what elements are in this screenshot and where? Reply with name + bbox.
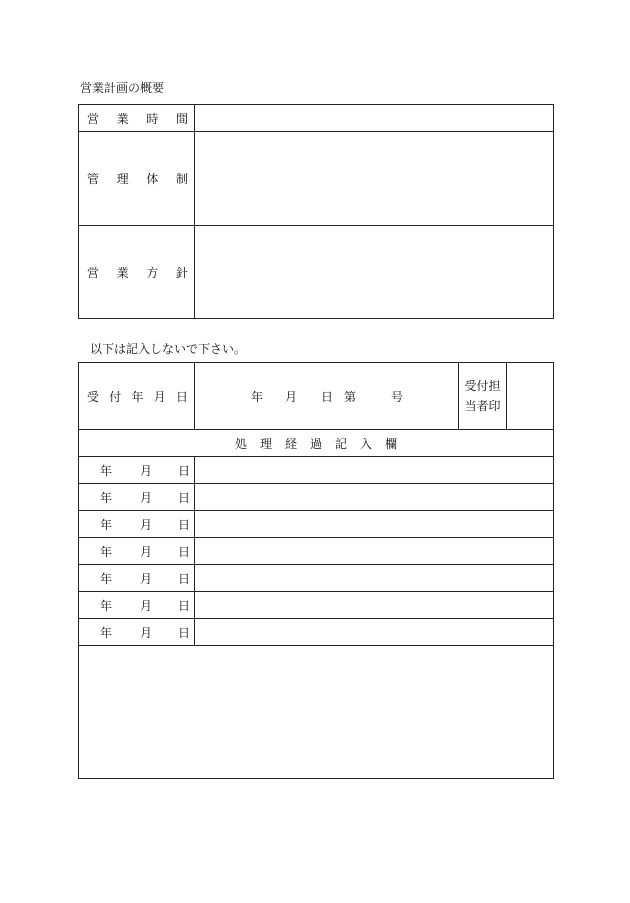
date-label: 年 月 日: [79, 511, 195, 538]
date-label: 年 月 日: [79, 592, 195, 619]
date-row: [79, 511, 554, 538]
date-label: 年 月 日: [79, 565, 195, 592]
date-entry-field[interactable]: [195, 511, 554, 538]
date-label: 年 月 日: [79, 457, 195, 484]
overview-table: [78, 104, 554, 319]
row-label-hours: 営 業 時 間: [79, 105, 195, 132]
date-row: [79, 565, 554, 592]
hours-field[interactable]: [195, 105, 554, 132]
reception-date-number[interactable]: 年 月 日 第 号: [195, 363, 459, 430]
date-row: [79, 457, 554, 484]
date-entry-field[interactable]: [195, 457, 554, 484]
reception-label: 受 付 年 月 日: [79, 363, 195, 430]
date-entry-field[interactable]: [195, 538, 554, 565]
date-entry-field[interactable]: [195, 484, 554, 511]
process-header-row: [79, 430, 554, 457]
date-row: [79, 619, 554, 646]
date-row: [79, 538, 554, 565]
overview-row-hours: [79, 105, 554, 132]
reception-row: [79, 363, 554, 430]
overview-row-management: [79, 132, 554, 226]
process-header: 処 理 経 過 記 入 欄: [79, 430, 554, 457]
overview-row-policy: [79, 226, 554, 319]
stamp-box[interactable]: [507, 363, 554, 430]
date-label: 年 月 日: [79, 484, 195, 511]
stamp-label: 受付担 当者印: [459, 363, 507, 430]
date-row: [79, 592, 554, 619]
date-entry-field[interactable]: [195, 619, 554, 646]
row-label-management: 管 理 体 制: [79, 132, 195, 226]
remarks-row: [79, 646, 554, 779]
date-label: 年 月 日: [79, 538, 195, 565]
office-use-note: 以下は記入しないで下さい。: [90, 342, 247, 356]
management-field[interactable]: [195, 132, 554, 226]
office-table: [78, 362, 554, 779]
date-label: 年 月 日: [79, 619, 195, 646]
date-entry-field[interactable]: [195, 592, 554, 619]
row-label-policy: 営 業 方 針: [79, 226, 195, 319]
remarks-field[interactable]: [79, 646, 554, 779]
policy-field[interactable]: [195, 226, 554, 319]
section-title: 営業計画の概要: [80, 81, 165, 95]
date-row: [79, 484, 554, 511]
date-entry-field[interactable]: [195, 565, 554, 592]
